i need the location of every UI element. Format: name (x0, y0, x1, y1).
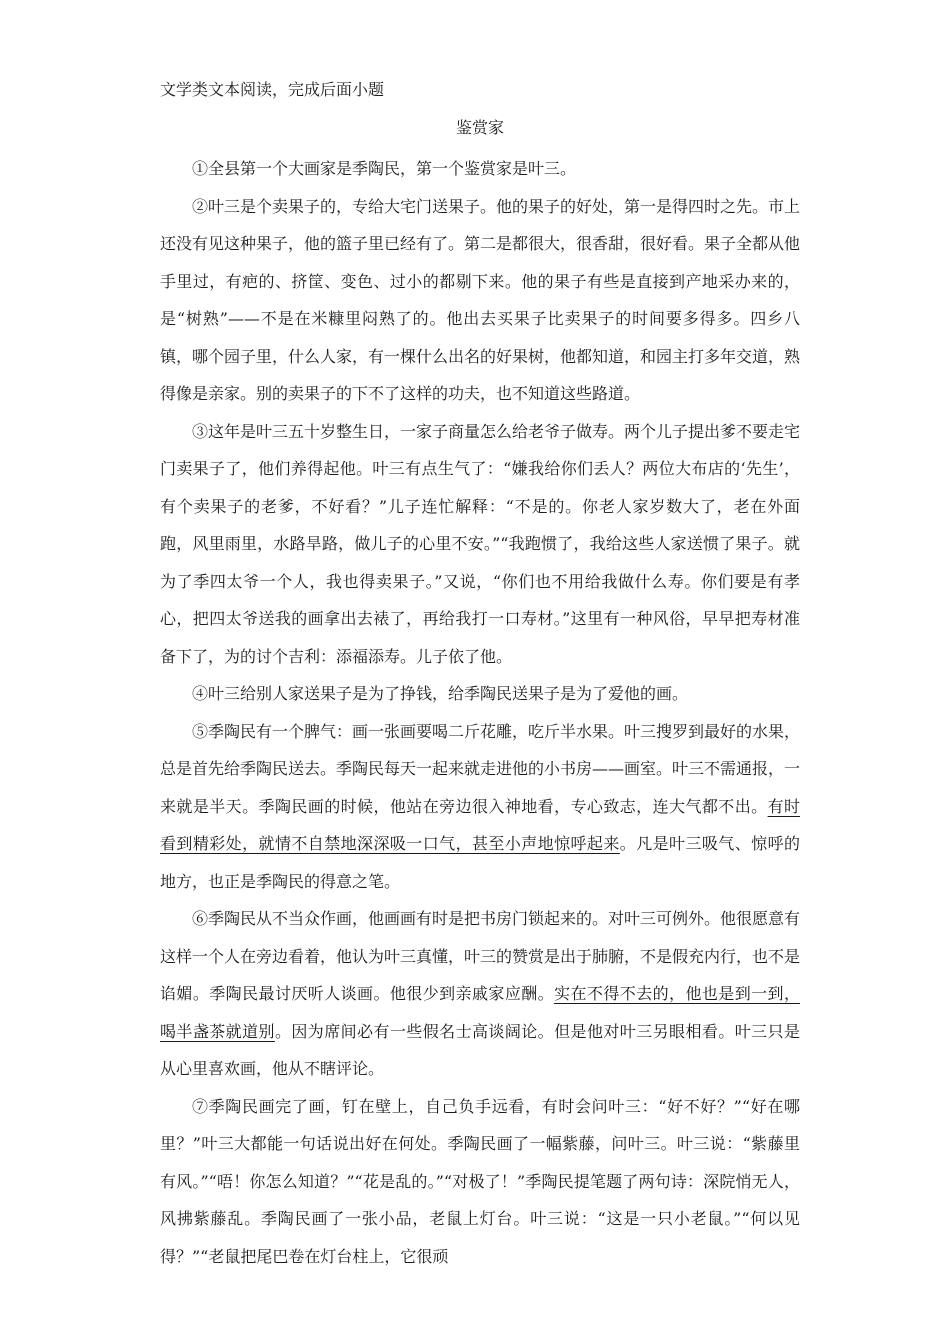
paragraph-5 (160, 713, 800, 901)
paragraph-1: ①全县第一个大画家是季陶民，第一个鉴赏家是叶三。 (192, 159, 577, 178)
question-instruction: 文学类文本阅读，完成后面小题 (160, 80, 385, 99)
document-page (160, 78, 800, 1275)
paragraph-4: ④叶三给别人家送果子是为了挣钱，给季陶民送果子是为了爱他的画。 (192, 684, 689, 703)
paragraph-2: ②叶三是个卖果子的，专给大宅门送果子。他的果子的好处，第一是得四时之先。市上还没有见这种果子，他的篮子里已经有了。第二是都很大，很香甜，很好看。果子全都从他手里过，有疤的、挤筐、变色、过小的都剔下来。他的果子有些是直接到产地采办来的，是“树熟”——不是在米糠里闷熟了的。他出去买果子比卖果子的时间要多得多。四乡八镇，哪个园子里，什么人家，有一棵什么出名的好果树，他都知道，和园主打多年交道，熟得像是亲家。别的卖果子的下不了这样的功夫，也不知道这些路道。 (160, 196, 801, 403)
paragraph-5-text-b: 。凡是叶三吸气、惊呼的地方，也正是季陶民的得意之笔。 (160, 834, 800, 891)
paragraph-5-text-a: ⑤季陶民有一个脾气：画一张画要喝二斤花雕，吃斤半水果。叶三搜罗到最好的水果，总是首先给季陶民送去。季陶民每天一起来就走进他的小书房——画室。叶三不需通报，一来就是半天。季陶民画的时候，他站在旁边很入神地看，专心致志，连大气都不出。 (160, 721, 801, 816)
paragraph-6-text-b: 。因为席间必有一些假名士高谈阔论。但是他对叶三另眼相看。叶三只是从心里喜欢画，他从不瞎评论。 (160, 1021, 800, 1078)
paragraph-7: ⑦季陶民画完了画，钉在壁上，自己负手远看，有时会问叶三：“好不好？”“好在哪里？”叶三大都能一句话说出好在何处。季陶民画了一幅紫藤，问叶三。叶三说：“紫藤里有风。”“唔！你怎么知道？”“花是乱的。”“对极了！”季陶民提笔题了两句诗：深院悄无人，风拂紫藤乱。季陶民画了一张小品，老鼠上灯台。叶三说：“这是一只小老鼠。”“何以见得？”“老鼠把尾巴卷在灯台柱上，它很顽 (160, 1096, 800, 1266)
underlined-sentence-1: 有时看到精彩处，就情不自禁地深深吸一口气，甚至小声地惊呼起来 (160, 796, 800, 853)
paragraph-3: ③这年是叶三五十岁整生日，一家子商量怎么给老爷子做寿。两个儿子提出爹不要走宅门卖果子了，他们养得起他。叶三有点生气了：“嫌我给你们丢人？两位大布店的‘先生’，有个卖果子的老爹，不好看？”儿子连忙解释：“不是的。你老人家岁数大了，老在外面跑，风里雨里，水路旱路，做儿子的心里不安。”“我跑惯了，我给这些人家送惯了果子。就为了季四太爷一个人，我也得卖果子。”又说，“你们也不用给我做什么寿。你们要是有孝心，把四太爷送我的画拿出去裱了，再给我打一口寿材。”这里有一种风俗，早早把寿材准备下了，为的讨个吉利：添福添寿。儿子依了他。 (160, 421, 801, 666)
paragraph-6 (160, 900, 800, 1088)
paragraph-6-text-a: ⑥季陶民从不当众作画，他画画有时是把书房门锁起来的。对叶三可例外。他很愿意有这样一个人在旁边看着，他认为叶三真懂，叶三的赞赏是出于肺腑，不是假充内行，也不是谄媚。季陶民最讨厌听人谈画。他很少到亲戚家应酬。 (160, 909, 801, 1003)
underlined-sentence-2: 实在不得不去的，他也是到一到，喝半盏茶就道别 (160, 984, 800, 1041)
article-title: 鉴赏家 (455, 118, 504, 137)
